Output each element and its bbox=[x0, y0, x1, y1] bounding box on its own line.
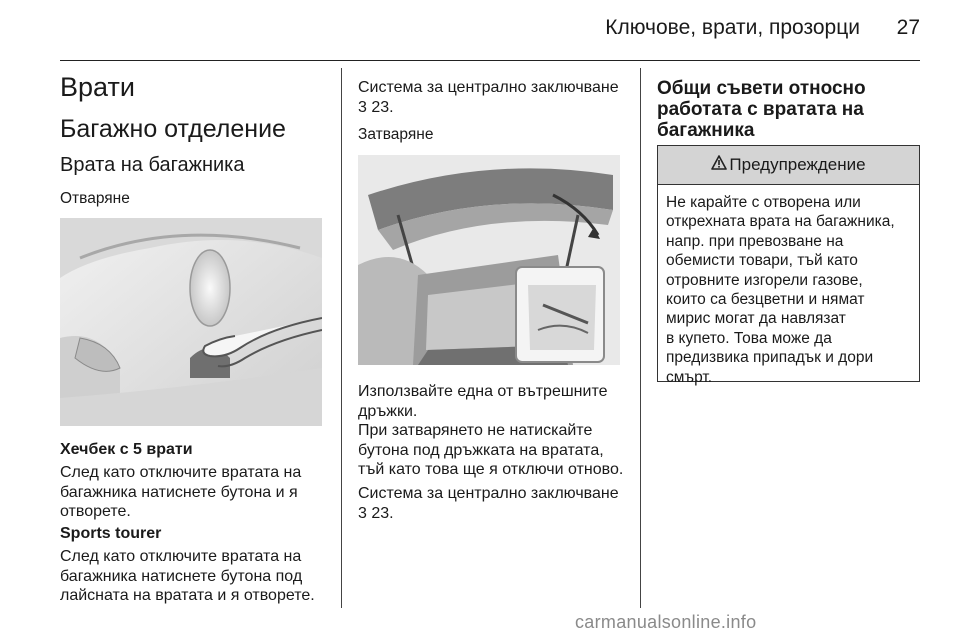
tailgate-handle-illustration bbox=[60, 218, 322, 426]
text-line: смърт. bbox=[666, 368, 713, 386]
text-line: тъй като това ще я отключи отново. bbox=[358, 461, 624, 478]
text-line: дръжки. bbox=[358, 402, 418, 420]
text-line: предизвика припадък и дори bbox=[666, 349, 874, 367]
text-line: отровните изгорели газове, bbox=[666, 271, 863, 289]
text-line: След като отключите вратата на bbox=[60, 464, 302, 481]
page-reference-link[interactable]: 3 23. bbox=[358, 98, 394, 116]
text-line: багажника натиснете бутона и я bbox=[60, 483, 298, 501]
warning-title: Предупреждение bbox=[729, 155, 866, 174]
heading-line: работата с вратата на bbox=[657, 99, 864, 120]
subheading-sports-tourer: Sports tourer bbox=[60, 525, 162, 542]
text-line: Система за централно заключване bbox=[358, 485, 619, 502]
text-line: Система за централно заключване bbox=[358, 79, 619, 96]
reference-central-locking-2 bbox=[358, 484, 626, 523]
paragraph-inner-handles bbox=[358, 382, 626, 421]
warning-triangle-icon bbox=[711, 155, 727, 175]
text-line: При затварянето не натискайте bbox=[358, 422, 593, 439]
subsection-title-tailgate: Врата на багажника bbox=[60, 154, 245, 176]
reference-central-locking-1 bbox=[358, 78, 626, 117]
warning-text bbox=[658, 185, 919, 387]
section-title-doors: Врати bbox=[60, 72, 135, 102]
text-line: Не карайте с отворена или bbox=[666, 194, 861, 211]
text-line: багажника натиснете бутона под bbox=[60, 567, 303, 585]
open-tailgate-illustration bbox=[358, 155, 620, 365]
text-line: открехната врата на багажника, bbox=[666, 213, 895, 231]
heading-line: багажника bbox=[657, 120, 755, 141]
subheading-hatchback: Хечбек с 5 врати bbox=[60, 441, 193, 458]
text-line: в купето. Това може да bbox=[666, 329, 832, 347]
watermark: carmanualsonline.info bbox=[575, 612, 757, 632]
paragraph-hatchback bbox=[60, 463, 325, 522]
text-line: които са безцветни и нямат bbox=[666, 291, 865, 309]
text-line: лайсната на вратата и я отворете. bbox=[60, 587, 315, 604]
paragraph-sports-tourer bbox=[60, 547, 325, 606]
heading-line: Общи съвети относно bbox=[657, 78, 866, 99]
text-line: напр. при превозване на bbox=[666, 232, 844, 250]
text-line: След като отключите вратата на bbox=[60, 548, 302, 565]
text-line: обемисти товари, тъй като bbox=[666, 252, 858, 270]
figure-closing-tailgate bbox=[358, 155, 620, 365]
running-header-title: Ключове, врати, прозорци bbox=[605, 16, 860, 39]
page-reference-link[interactable]: 3 23. bbox=[358, 504, 394, 522]
text-line: бутона под дръжката на вратата, bbox=[358, 441, 604, 459]
paragraph-closing-note bbox=[358, 421, 626, 480]
figure-opening-tailgate bbox=[60, 218, 322, 426]
warning-box bbox=[657, 145, 920, 386]
page-number: 27 bbox=[896, 16, 920, 39]
heading-closing: Затваряне bbox=[358, 126, 434, 143]
warning-header bbox=[658, 146, 919, 185]
text-line: мирис могат да навлязат bbox=[666, 310, 846, 328]
heading-general-tips bbox=[657, 78, 922, 141]
column-divider-right bbox=[640, 68, 641, 608]
heading-opening: Отваряне bbox=[60, 190, 130, 207]
column-divider-left bbox=[341, 68, 342, 608]
header-rule bbox=[60, 60, 920, 61]
text-line: Използвайте една от вътрешните bbox=[358, 383, 608, 400]
section-subtitle-trunk: Багажно отделение bbox=[60, 115, 286, 143]
text-line: отворете. bbox=[60, 503, 131, 520]
